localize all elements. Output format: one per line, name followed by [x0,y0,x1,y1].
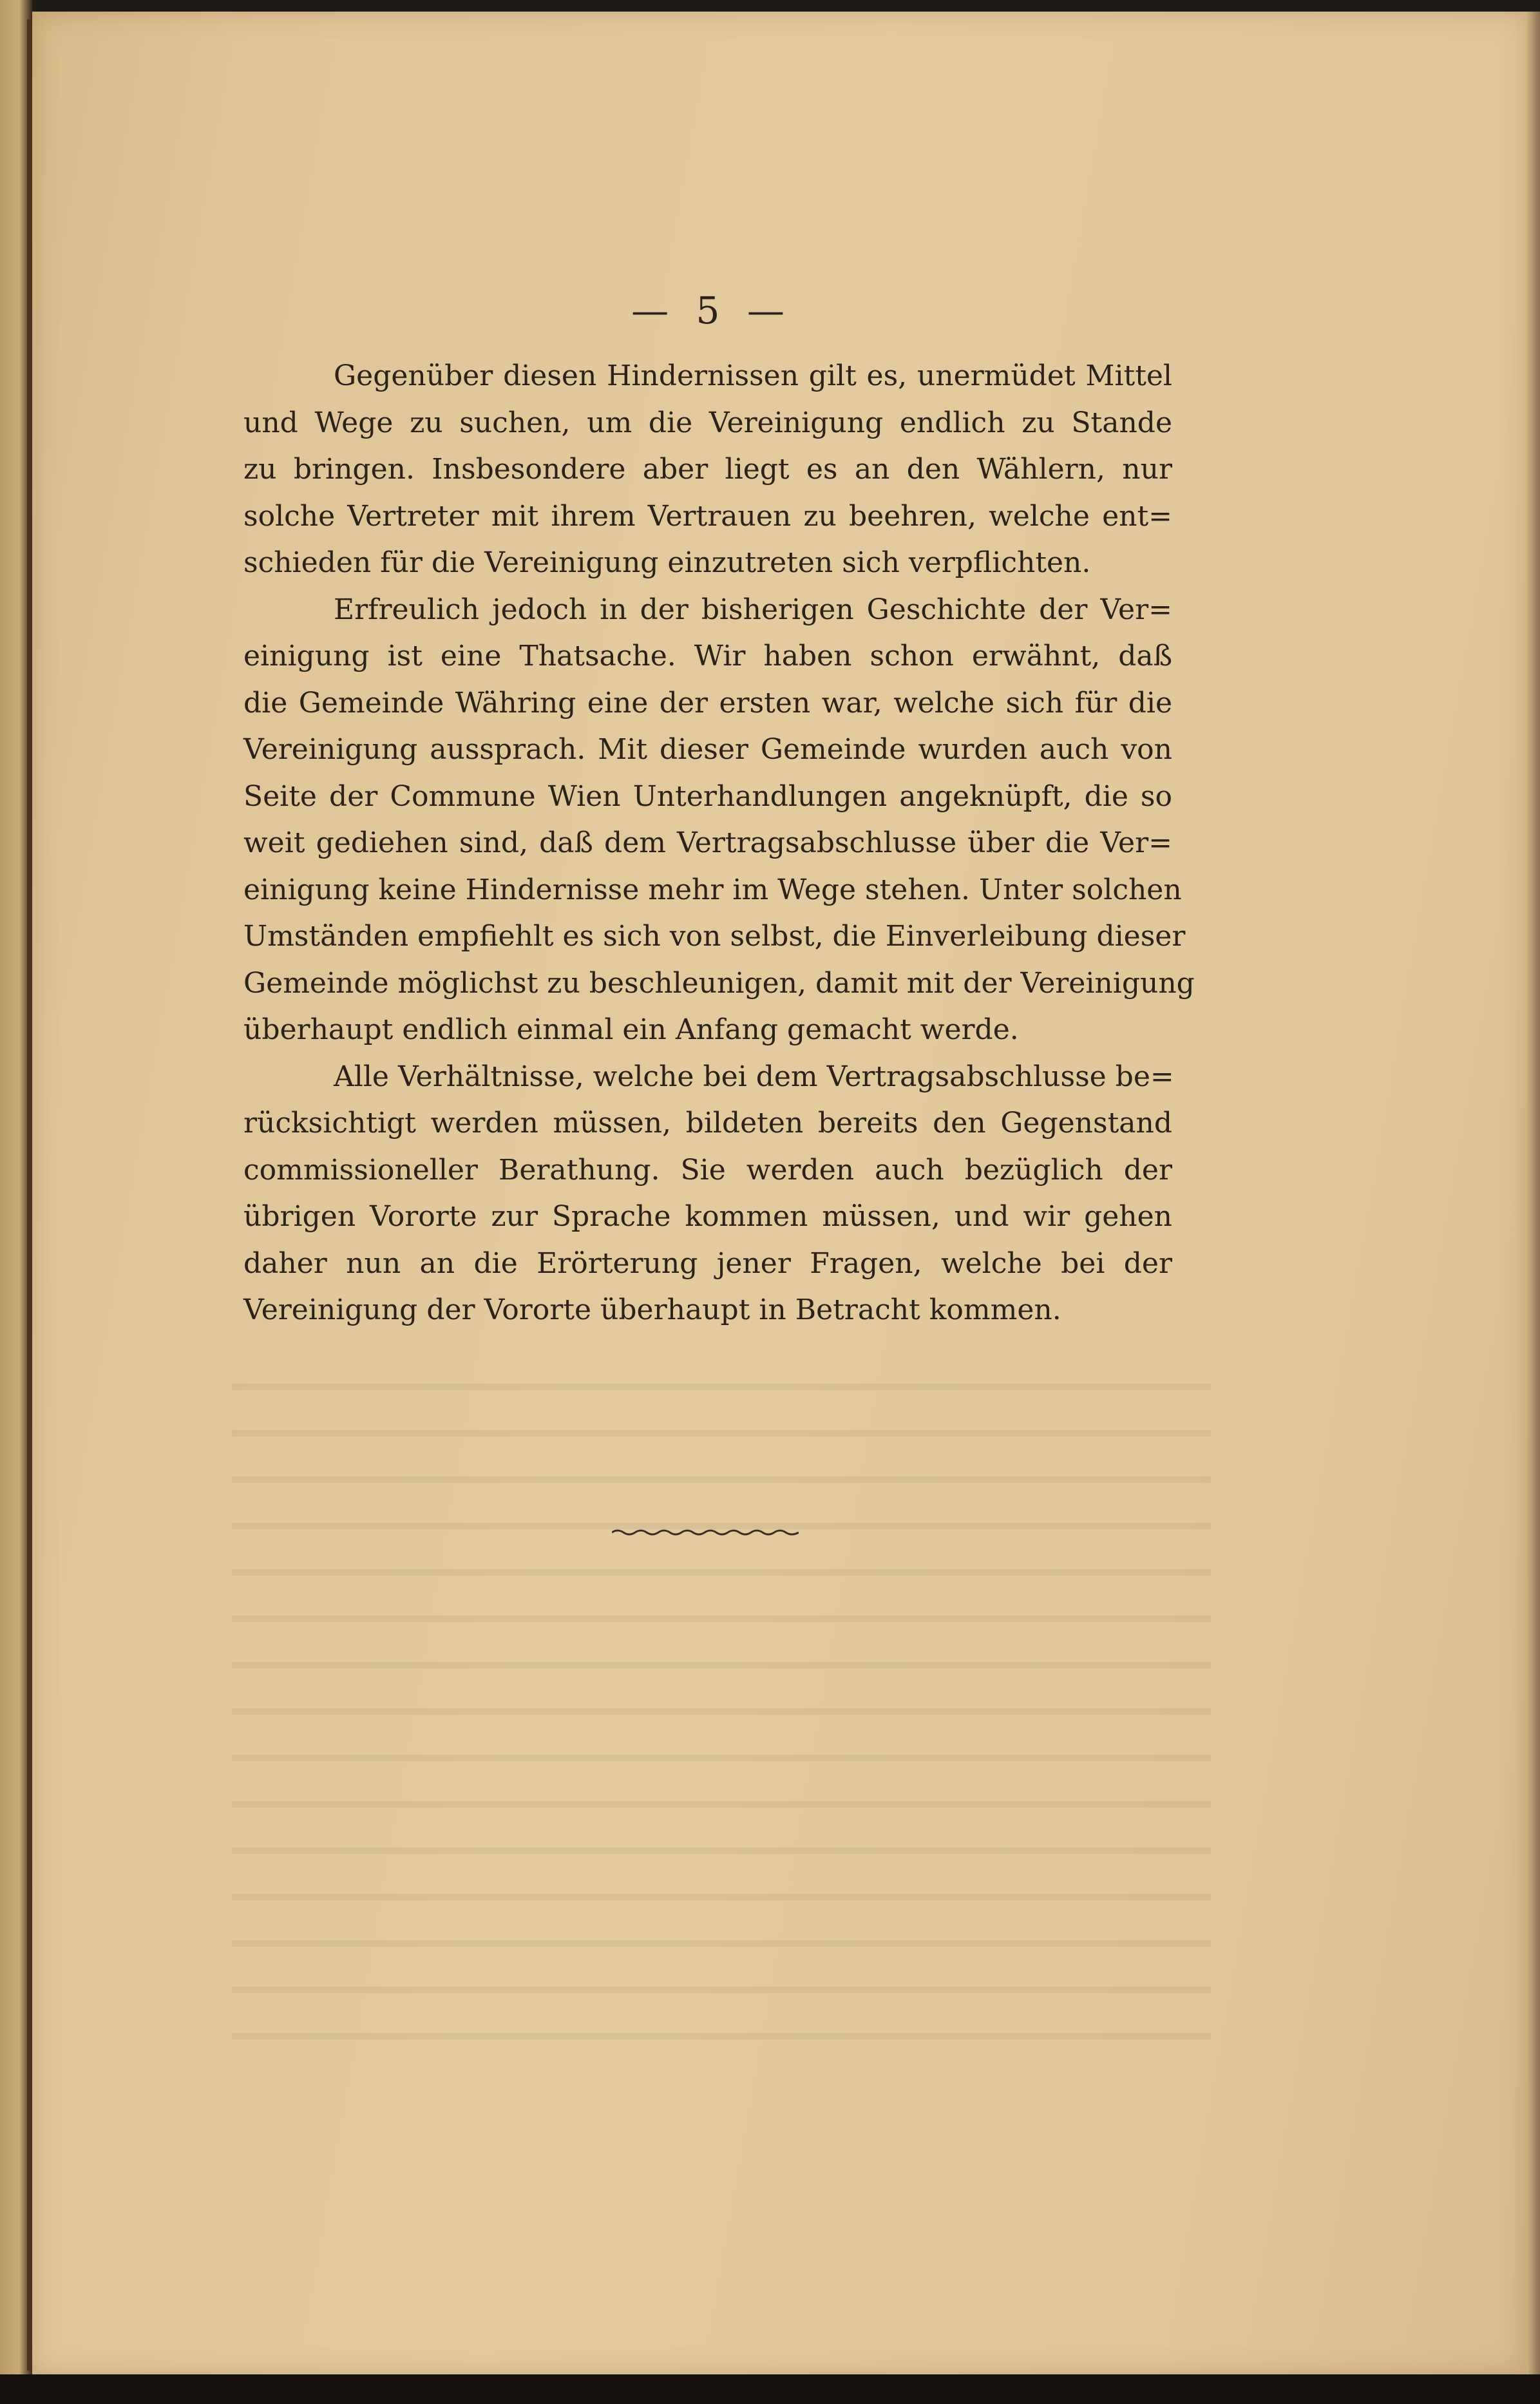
text-line: und Wege zu suchen, um die Vereinigung endlich zu Stande [243,406,1172,439]
text-line: übrigen Vororte zur Sprache kommen müssen, und wir gehen [243,1200,1172,1233]
text-line: Alle Verhältnisse, welche bei dem Vertragsabschlusse be= [334,1060,1174,1093]
text-line: überhaupt endlich einmal ein Anfang gemacht werde. [243,1013,1019,1046]
text-line: Vereinigung aussprach. Mit dieser Gemeinde wurden auch von [243,733,1172,766]
text-line: Gegenüber diesen Hindernissen gilt es, unermüdet Mittel [334,359,1172,392]
scan-top-border [0,0,1540,12]
text-line: commissioneller Berathung. Sie werden auch bezüglich der [243,1153,1172,1187]
text-line: Gemeinde möglichst zu beschleunigen, damit mit der Vereinigung [243,966,1195,1000]
text-line: solche Vertreter mit ihrem Vertrauen zu beehren, welche ent= [243,499,1172,533]
text-line: zu bringen. Insbesondere aber liegt es an den Wählern, nur [243,453,1172,486]
body-text [243,353,1195,1334]
page-number: — 5 — [631,289,792,332]
text-line: die Gemeinde Währing eine der ersten war, welche sich für die [243,686,1172,720]
text-line: Vereinigung der Vororte überhaupt in Betracht kommen. [243,1293,1061,1326]
text-line: einigung ist eine Thatsache. Wir haben schon erwähnt, daß [243,640,1172,673]
scan-bottom-border [0,2374,1540,2404]
page-right-edge [1526,12,1540,2374]
divider-ornament [612,1528,799,1537]
show-through-text [232,1353,1211,2061]
text-line: schieden für die Vereinigung einzutreten sich verpflichten. [243,546,1091,579]
paragraph-1 [243,353,1172,587]
text-line: Erfreulich jedoch in der bisherigen Geschichte der Ver= [334,593,1172,626]
paragraph-2 [243,587,1195,1054]
text-line: daher nun an die Erörterung jener Fragen, welche bei der [243,1246,1172,1280]
text-line: Seite der Commune Wien Unterhandlungen angeknüpft, die so [243,779,1172,813]
text-line: rücksichtigt werden müssen, bildeten bereits den Gegenstand [243,1107,1172,1140]
text-line: Umständen empfiehlt es sich von selbst, die Einverleibung dieser [243,920,1186,953]
paragraph-3 [243,1054,1172,1334]
text-line: einigung keine Hindernisse mehr im Wege stehen. Unter solchen [243,873,1182,906]
text-line: weit gediehen sind, daß dem Vertragsabschlusse über die Ver= [243,826,1172,859]
